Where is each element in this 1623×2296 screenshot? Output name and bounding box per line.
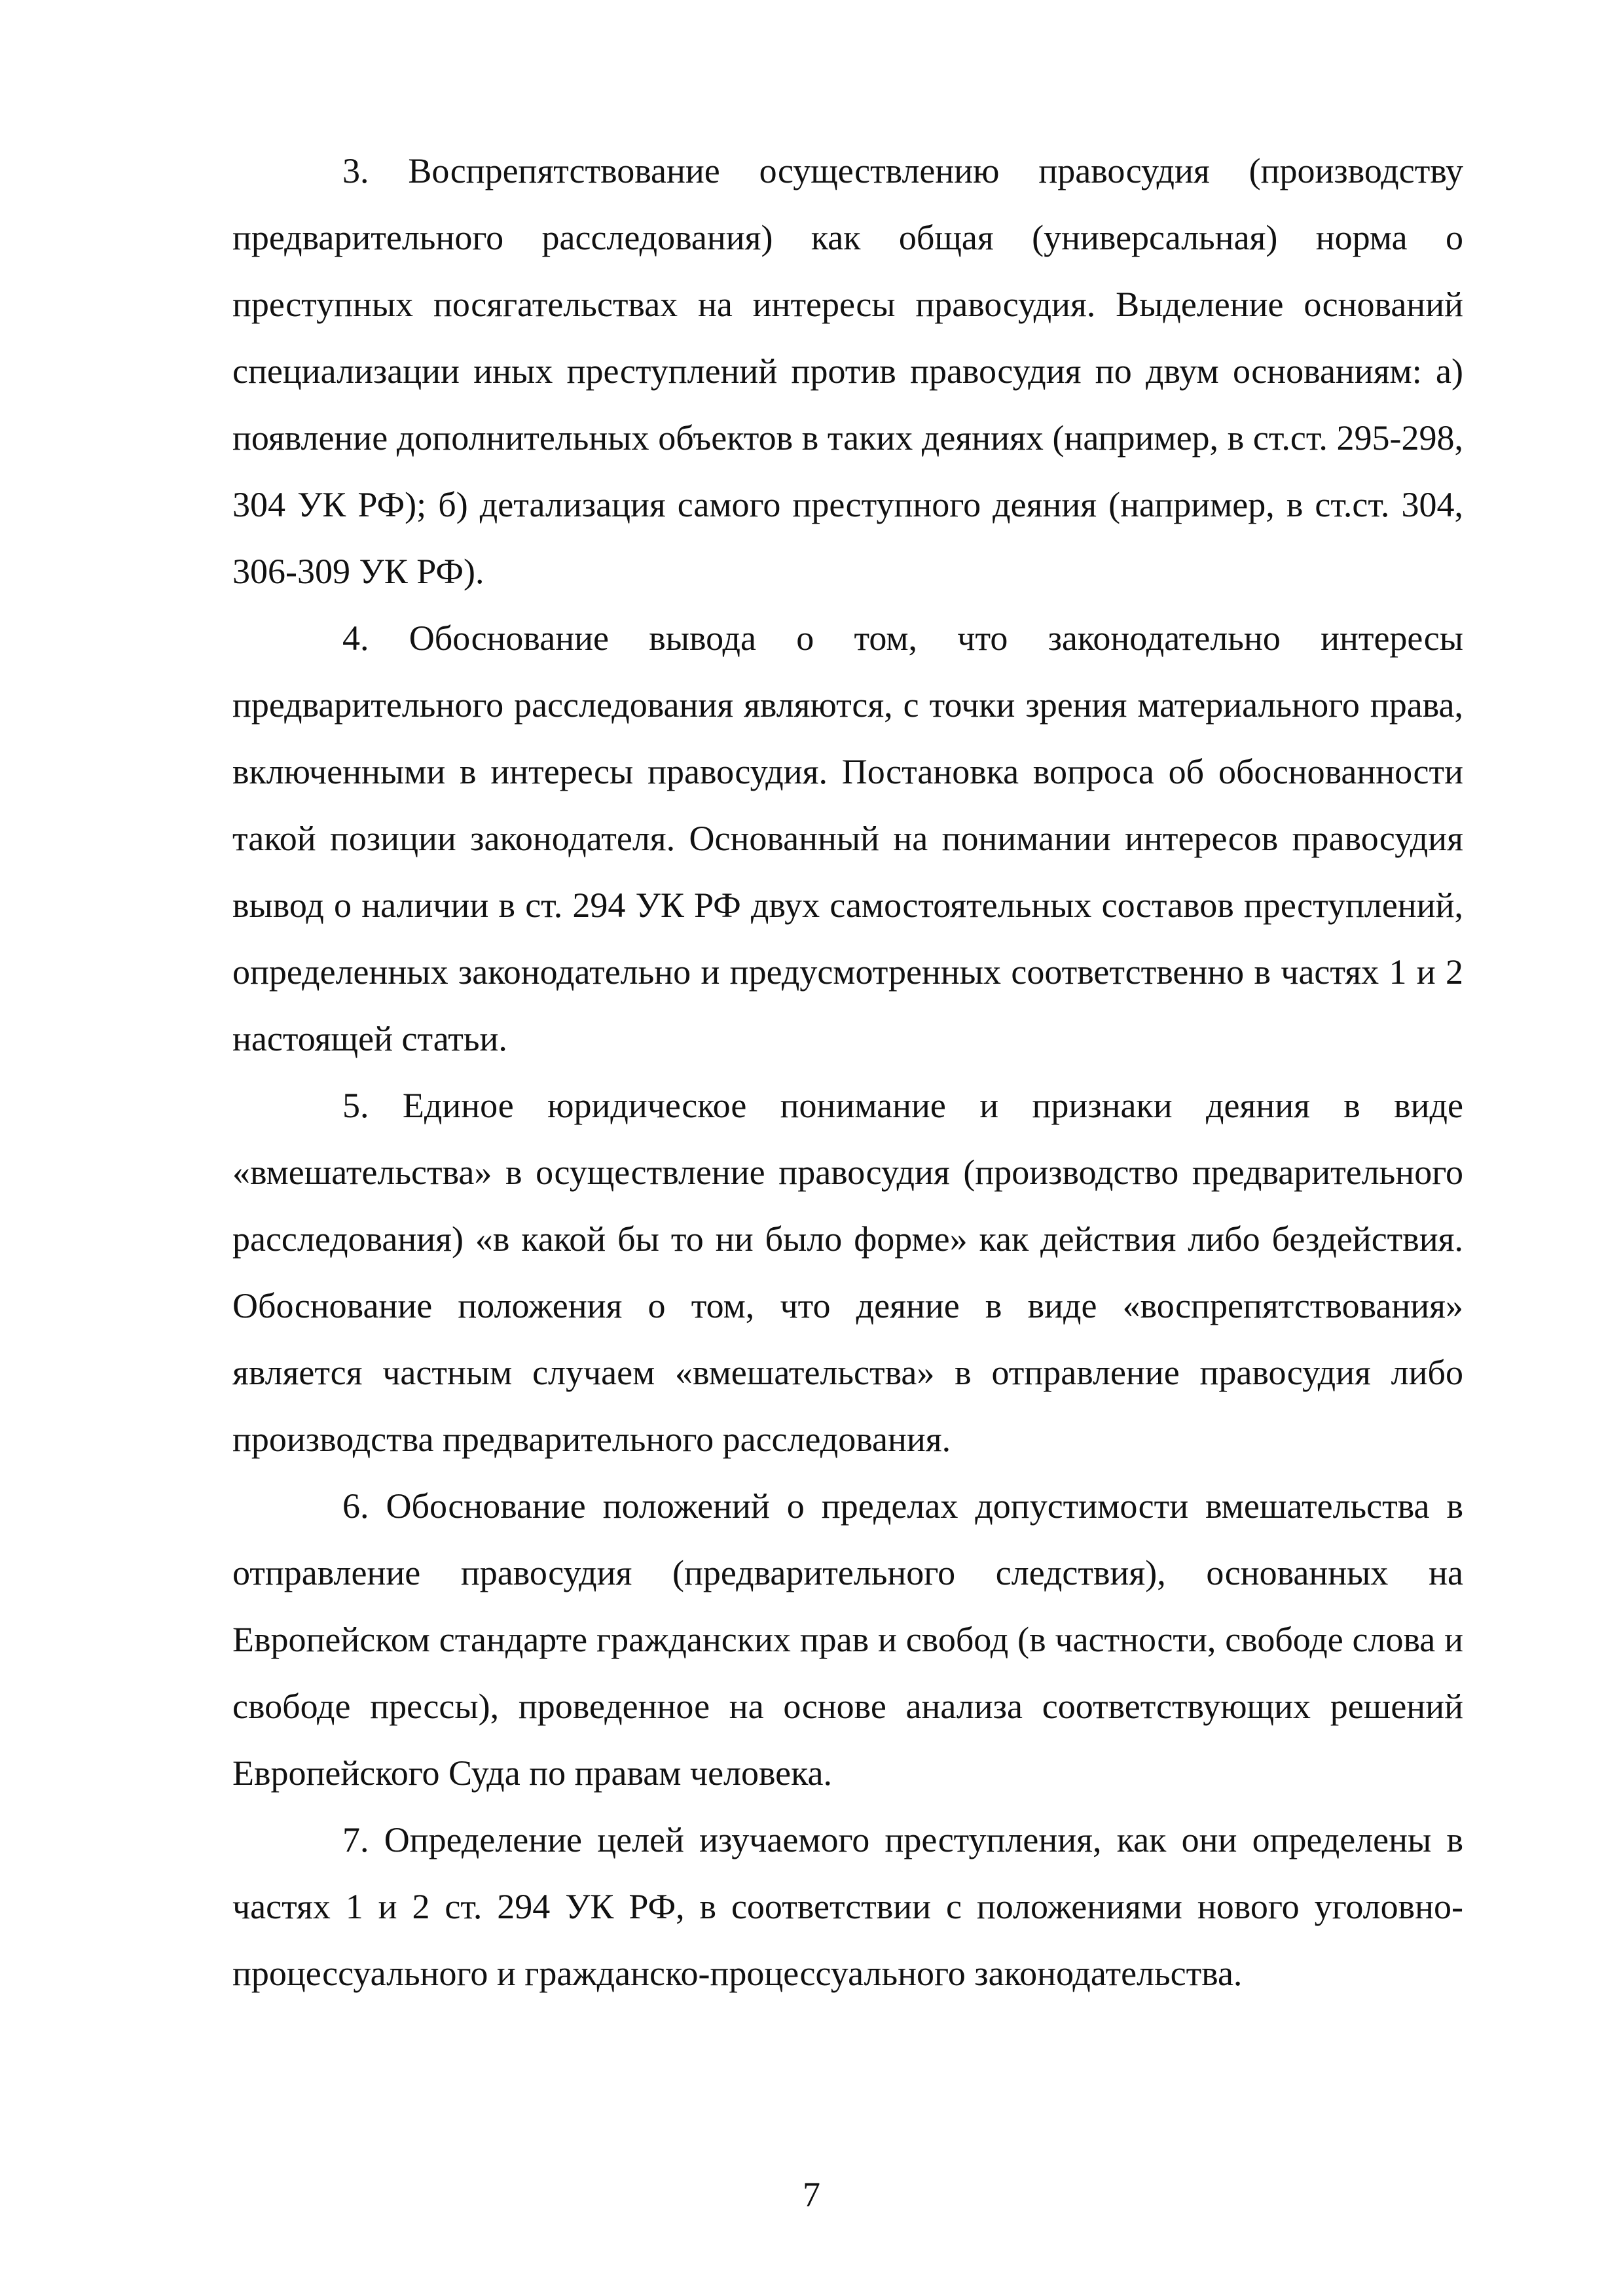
paragraph-6: 6. Обоснование положений о пределах допустимости вмешательства в отправление правосудия (предварительного следствия), основанных на Европейском стандарте гражданских прав и свобод (в частности, свободе слова и свободе прессы), проведенное на основе анализа соответствующих решений Европейского Суда по правам человека. [232, 1486, 1463, 1793]
paragraph-3: 3. Воспрепятствование осуществлению правосудия (производству предварительного расследования) как общая (универсальная) норма о преступных посягательствах на интересы правосудия. Выделение оснований специализации иных преступлений против правосудия по двум основаниям: а) появление дополнительных объектов в таких деяниях (например, в ст.ст. 295-298, 304 УК РФ); б) детализация самого преступного деяния (например, в ст.ст. 304, 306-309 УК РФ). [232, 151, 1463, 591]
body-text [232, 137, 1463, 2007]
page-number: 7 [803, 2175, 820, 2214]
paragraph-5: 5. Единое юридическое понимание и признаки деяния в виде «вмешательства» в осуществление правосудия (производство предварительного расследования) «в какой бы то ни было форме» как действия либо бездействия. Обоснование положения о том, что деяние в виде «воспрепятствования» является частным случаем «вмешательства» в отправление правосудия либо производства предварительного расследования. [232, 1086, 1463, 1459]
paragraph-4: 4. Обоснование вывода о том, что законодательно интересы предварительного расследования являются, с точки зрения материального права, включенными в интересы правосудия. Постановка вопроса об обоснованности такой позиции законодателя. Основанный на понимании интересов правосудия вывод о наличии в ст. 294 УК РФ двух самостоятельных составов преступлений, определенных законодательно и предусмотренных соответственно в частях 1 и 2 настоящей статьи. [232, 619, 1463, 1058]
paragraph-7: 7. Определение целей изучаемого преступления, как они определены в частях 1 и 2 ст. 294 УК РФ, в соответствии с положениями нового уголовно-процессуального и гражданско-процессуального законодательства. [232, 1820, 1463, 1993]
